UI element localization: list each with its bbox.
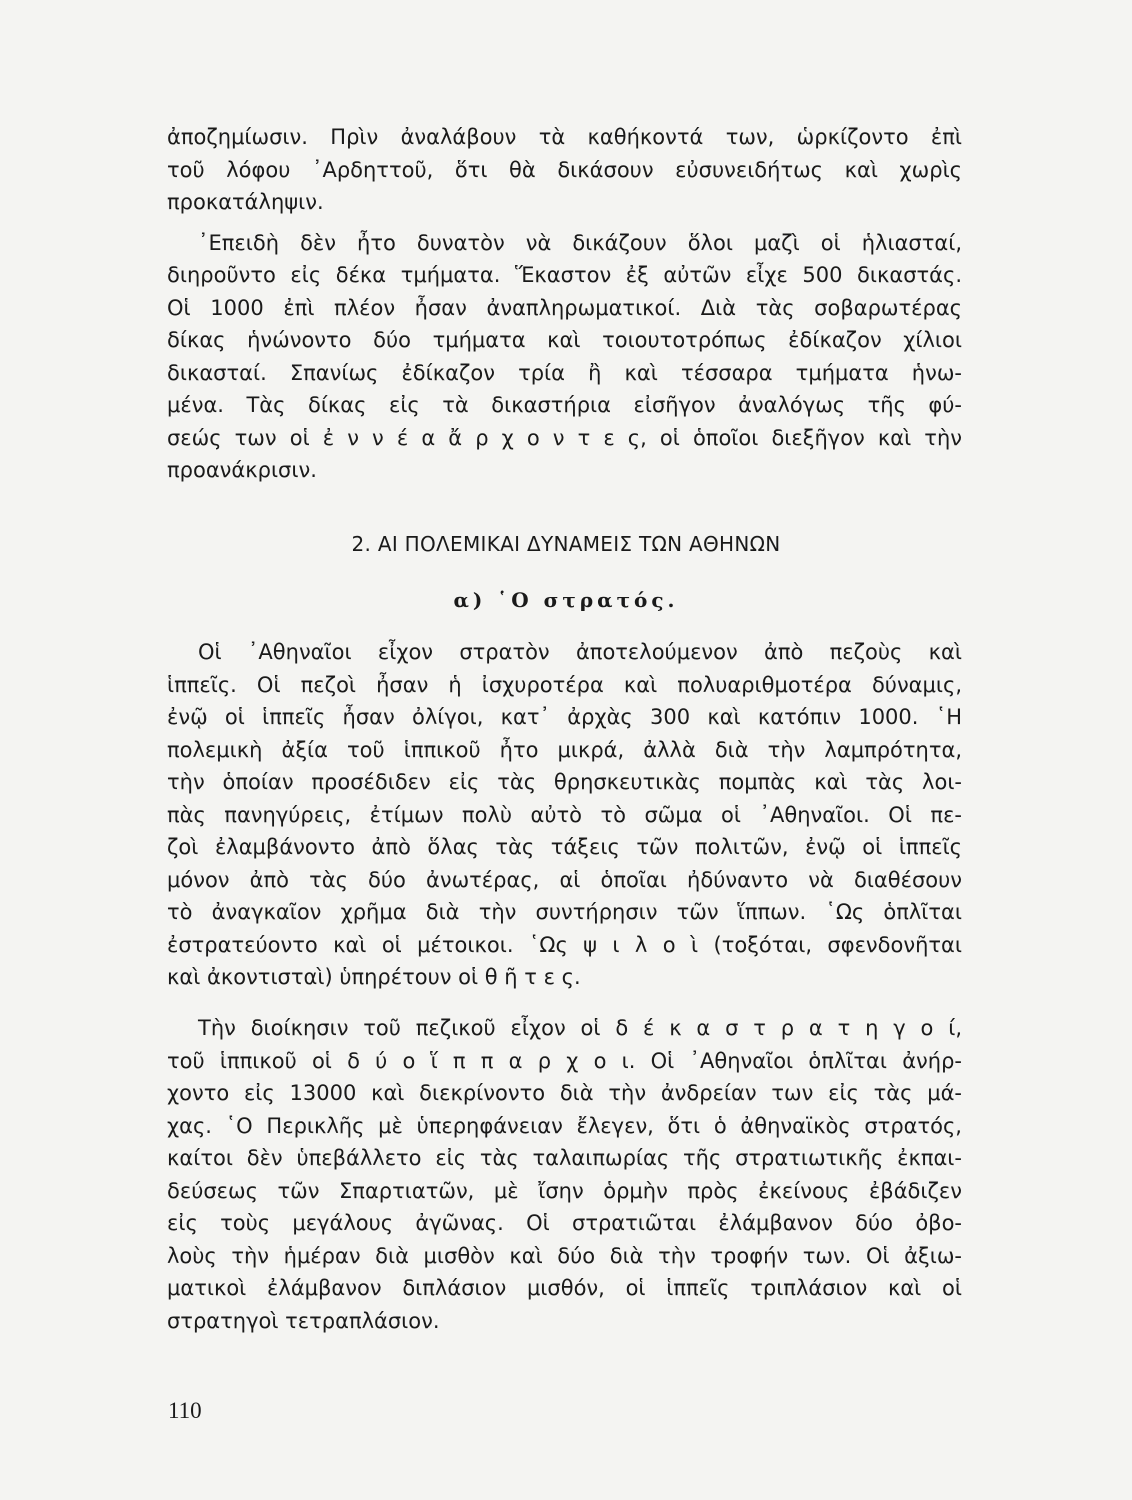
text-line: χας. ῾Ο Περικλῆς μὲ ὑπερηφάνειαν ἔλεγεν, ὅτι ὁ ἀθηναϊκὸς στρατός, <box>167 1114 962 1138</box>
text-line: χοντο εἰς 13000 καὶ διεκρίνοντο διὰ τὴν ἀνδρείαν των εἰς τὰς μά- <box>167 1081 962 1105</box>
page-number: 110 <box>168 1398 202 1423</box>
text-line: προανάκρισιν. <box>167 458 317 482</box>
text-line: τοῦ λόφου ᾿Αρδηττοῦ, ὅτι θὰ δικάσουν εὐσυνειδήτως καὶ χωρὶς <box>167 158 962 182</box>
text-line: ζοὶ ἐλαμβάνοντο ἀπὸ ὅλας τὰς τάξεις τῶν πολιτῶν, ἐνῷ οἱ ἱππεῖς <box>167 835 962 859</box>
text-line: Οἱ ᾿Αθηναῖοι εἶχον στρατὸν ἀποτελούμενον ἀπὸ πεζοὺς καὶ <box>198 640 962 664</box>
text-line: ἀποζημίωσιν. Πρὶν ἀναλάβουν τὰ καθήκοντά των, ὡρκίζοντο ἐπὶ <box>167 125 962 149</box>
text-line: ματικοὶ ἐλάμβανον διπλάσιον μισθόν, οἱ ἱππεῖς τριπλάσιον καὶ οἱ <box>167 1276 962 1300</box>
text-line: σεώς των οἱ ἐ ν ν έ α ἄ ρ χ ο ν τ ε ς, οἱ ὁποῖοι διεξῆγον καὶ τὴν <box>167 426 962 450</box>
text-line: τὴν ὁποίαν προσέδιδεν εἰς τὰς θρησκευτικὰς πομπὰς καὶ τὰς λοι- <box>167 770 962 794</box>
text-line: πολεμικὴ ἀξία τοῦ ἱππικοῦ ἦτο μικρά, ἀλλὰ διὰ τὴν λαμπρότητα, <box>167 738 962 762</box>
text-line: μόνον ἀπὸ τὰς δύο ἀνωτέρας, αἱ ὁποῖαι ἠδύναντο νὰ διαθέσουν <box>167 868 962 892</box>
text-line: Οἱ 1000 ἐπὶ πλέον ἦσαν ἀναπληρωματικοί. Διὰ τὰς σοβαρωτέρας <box>167 296 962 320</box>
subsection-heading: α) ῾Ο στρατός. <box>453 588 679 612</box>
text-line: λοὺς τὴν ἡμέραν διὰ μισθὸν καὶ δύο διὰ τὴν τροφήν των. Οἱ ἀξιω- <box>167 1244 962 1268</box>
text-line: δικασταί. Σπανίως ἐδίκαζον τρία ἢ καὶ τέσσαρα τμήματα ἡνω- <box>167 361 962 385</box>
text-line: διηροῦντο εἰς δέκα τμήματα. Ἕκαστον ἐξ αὐτῶν εἶχε 500 δικαστάς. <box>167 263 962 287</box>
text-line: δεύσεως τῶν Σπαρτιατῶν, μὲ ἴσην ὁρμὴν πρὸς ἐκείνους ἐβάδιζεν <box>167 1179 962 1203</box>
text-line: ἱππεῖς. Οἱ πεζοὶ ἦσαν ἡ ἰσχυροτέρα καὶ πολυαριθμοτέρα δύναμις, <box>167 673 962 697</box>
text-line: πὰς πανηγύρεις, ἐτίμων πολὺ αὐτὸ τὸ σῶμα οἱ ᾿Αθηναῖοι. Οἱ πε- <box>167 803 962 827</box>
text-line: τὸ ἀναγκαῖον χρῆμα διὰ τὴν συντήρησιν τῶν ἵππων. ῾Ως ὁπλῖται <box>167 900 962 924</box>
text-line: ἐνῷ οἱ ἱππεῖς ἦσαν ὀλίγοι, κατ᾿ ἀρχὰς 300 καὶ κατόπιν 1000. ῾Η <box>167 705 962 729</box>
text-line: στρατηγοὶ τετραπλάσιον. <box>167 1309 440 1333</box>
text-line: Τὴν διοίκησιν τοῦ πεζικοῦ εἶχον οἱ δ έ κ α σ τ ρ α τ η γ ο ί, <box>198 1016 962 1040</box>
text-line: δίκας ἡνώνοντο δύο τμήματα καὶ τοιουτοτρόπως ἐδίκαζον χίλιοι <box>167 328 962 352</box>
text-line: ἐστρατεύοντο καὶ οἱ μέτοικοι. ῾Ως ψ ι λ ο ὶ (τοξόται, σφενδονῆται <box>167 933 962 957</box>
text-line: τοῦ ἱππικοῦ οἱ δ ύ ο ἵ π π α ρ χ ο ι. Οἱ ᾿Αθηναῖοι ὁπλῖται ἀνήρ- <box>167 1049 962 1073</box>
text-line: καίτοι δὲν ὑπεβάλλετο εἰς τὰς ταλαιπωρίας τῆς στρατιωτικῆς ἐκπαι- <box>167 1146 962 1170</box>
text-line: μένα. Τὰς δίκας εἰς τὰ δικαστήρια εἰσῆγον ἀναλόγως τῆς φύ- <box>167 393 962 417</box>
text-line: προκατάληψιν. <box>167 190 324 214</box>
text-line: καὶ ἀκοντισταὶ) ὑπηρέτουν οἱ θ ῆ τ ε ς. <box>167 965 581 989</box>
text-line: εἰς τοὺς μεγάλους ἀγῶνας. Οἱ στρατιῶται ἐλάμβανον δύο ὀβο- <box>167 1211 962 1235</box>
text-line: ᾿Επειδὴ δὲν ἦτο δυνατὸν νὰ δικάζουν ὅλοι μαζὶ οἱ ἡλιασταί, <box>198 231 962 255</box>
section-heading: 2. ΑΙ ΠΟΛΕΜΙΚΑΙ ΔΥΝΑΜΕΙΣ ΤΩΝ ΑΘΗΝΩΝ <box>351 532 781 556</box>
